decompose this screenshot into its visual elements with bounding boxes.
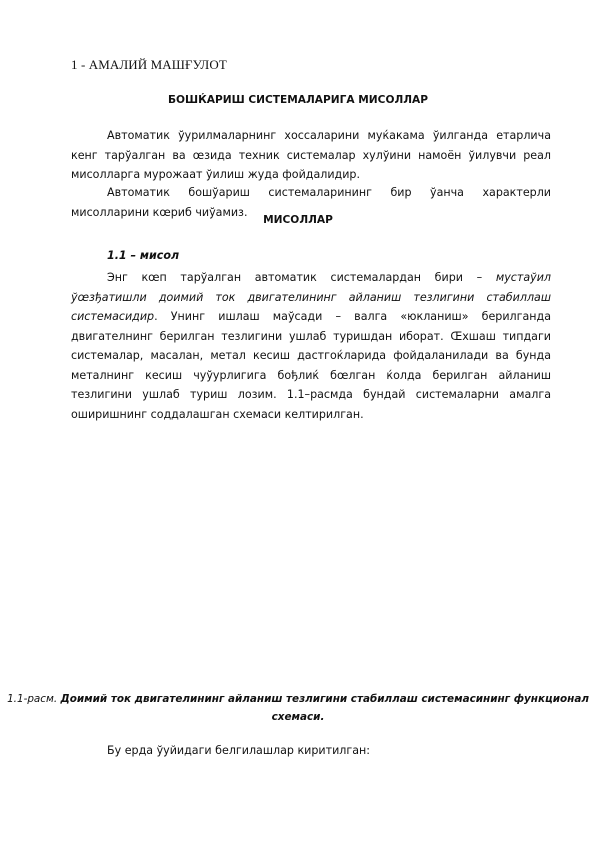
example-label: 1.1 – мисол [107, 249, 180, 262]
example-paragraph [71, 268, 551, 424]
page-title: БОШЌАРИШ СИСТЕМАЛАРИГА МИСОЛЛАР [167, 94, 429, 106]
examples-heading: МИСОЛЛАР [263, 214, 333, 226]
intro-text-2: Автоматик бошўариш системаларининг бир ўанча характерли мисолларини кœриб чиўамиз. [71, 186, 551, 219]
intro-text-1: Автоматик ўурилмаларнинг хоссаларини муќакама ўилганда етарлича кенг тарўалган ва œзида техник системалар хулўини намоён ўилувчи реал мисолларга мурожаат ўилиш жуда фойдалидир. [71, 129, 551, 181]
figure-caption-number: 1.1-расм. [7, 693, 58, 705]
example-text-end: . Унинг ишлаш маўсади – валга «юкланиш» берилганда двигателнинг берилган тезлигини ушлаб туришдан иборат. Œхшаш типдаги системалар, масалан, метал кесиш дастгоќларида фойдаланилади ва бунда металнинг кесиш чуўурлигига бођлиќ бœлган ќолда берилган айланиш тезлигини ушлаб туриш лозим. 1.1–расмда бундай системаларни амалга оширишнинг соддалашган схемаси келтирилган. [71, 310, 551, 421]
closing-text: Бу ерда ўуйидаги белгилашлар киритилган: [107, 744, 370, 757]
closing-paragraph [71, 741, 551, 761]
example-italic-text: мустаўил ўœзђатишли доимий ток двигателининг айланиш тезлигини стабиллаш системасидир [71, 271, 551, 323]
figure-caption-title: Доимий ток двигателининг айланиш тезлигини стабиллаш системасининг функционал схемаси. [60, 693, 589, 723]
example-text [71, 268, 551, 424]
figure-placeholder [71, 420, 551, 678]
example-text-start: Энг кœп тарўалган автоматик системалардан бири – [107, 271, 496, 284]
intro-paragraph-1 [71, 126, 551, 185]
figure-caption [0, 690, 596, 726]
section-heading: 1 - АМАЛИЙ МАШҒУЛОТ [71, 57, 227, 72]
